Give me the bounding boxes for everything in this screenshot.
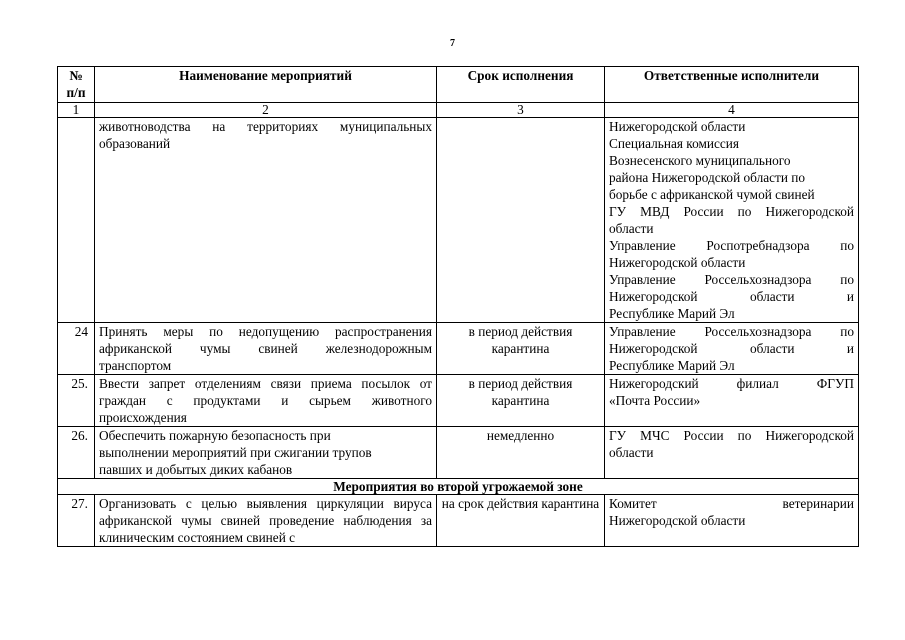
responsible [605, 427, 859, 479]
measure-name: Организовать с целью выявления циркуляции вируса африканской чумы свиней проведение наблюдения за клиническим состоянием свиней с [95, 495, 437, 547]
table-row [58, 375, 859, 427]
table-row [58, 118, 859, 323]
responsible-line: ГУ МВД России по Нижегородской [609, 204, 854, 219]
responsible-line: Нижегородской области и [609, 341, 854, 356]
responsible [605, 118, 859, 323]
responsible-line: Управление Россельхознадзора по [609, 272, 854, 287]
column-number-row [58, 103, 859, 118]
responsible-line: борьбе с африканской чумой свиней [609, 187, 815, 202]
deadline: в период действия карантина [437, 323, 605, 375]
responsible-line: Нижегородский филиал ФГУП [609, 376, 854, 391]
measure-name-line: павших и добытых диких кабанов [99, 462, 293, 477]
table-row [58, 323, 859, 375]
header-term: Срок исполнения [437, 67, 605, 103]
responsible-line: «Почта России» [609, 393, 701, 408]
responsible-line: Республике Марий Эл [609, 358, 735, 373]
responsible-line: Нижегородской области [609, 119, 746, 134]
measure-name [95, 427, 437, 479]
deadline [437, 118, 605, 323]
responsible-line: Управление Россельхознадзора по [609, 324, 854, 339]
responsible-line: Специальная комиссия [609, 136, 740, 151]
row-number [58, 118, 95, 323]
measure-name-line: выполнении мероприятий при сжигании трупов [99, 445, 372, 460]
responsible-line: Нижегородской области [609, 513, 746, 528]
responsible [605, 375, 859, 427]
column-number: 1 [58, 103, 95, 118]
deadline: на срок действия карантина [437, 495, 605, 547]
measure-name: животноводства на территориях муниципальных образований [95, 118, 437, 323]
responsible-line: ГУ МЧС России по Нижегородской [609, 428, 854, 443]
header-resp: Ответственные исполнители [605, 67, 859, 103]
responsible-line: Республике Марий Эл [609, 306, 735, 321]
row-number: 24 [58, 323, 95, 375]
table-row [58, 495, 859, 547]
header-num: № п/п [58, 67, 95, 103]
responsible-line: области [609, 445, 654, 460]
responsible [605, 495, 859, 547]
responsible-line: Вознесенского муниципального [609, 153, 791, 168]
measure-name: Принять меры по недопущению распространения африканской чумы свиней железнодорожным транспортом [95, 323, 437, 375]
measure-name: Ввести запрет отделениям связи приема посылок от граждан с продуктами и сырьем животного происхождения [95, 375, 437, 427]
section-title: Мероприятия во второй угрожаемой зоне [58, 479, 859, 495]
table-header-row [58, 67, 859, 103]
table-row [58, 427, 859, 479]
row-number: 25. [58, 375, 95, 427]
column-number: 2 [95, 103, 437, 118]
responsible-line: Комитет ветеринарии [609, 496, 854, 511]
header-name: Наименование мероприятий [95, 67, 437, 103]
section-header-row [58, 479, 859, 495]
deadline: в период действия карантина [437, 375, 605, 427]
row-number: 26. [58, 427, 95, 479]
row-number: 27. [58, 495, 95, 547]
column-number: 3 [437, 103, 605, 118]
responsible-line: области [609, 221, 654, 236]
measure-name-line: Обеспечить пожарную безопасность при [99, 428, 331, 443]
deadline: немедленно [437, 427, 605, 479]
responsible-line: Нижегородской области [609, 255, 746, 270]
page-number: 7 [450, 38, 455, 49]
responsible [605, 323, 859, 375]
responsible-line: района Нижегородской области по [609, 170, 806, 185]
column-number: 4 [605, 103, 859, 118]
measures-table [57, 66, 859, 547]
responsible-line: Управление Роспотребнадзора по [609, 238, 854, 253]
responsible-line: Нижегородской области и [609, 289, 854, 304]
